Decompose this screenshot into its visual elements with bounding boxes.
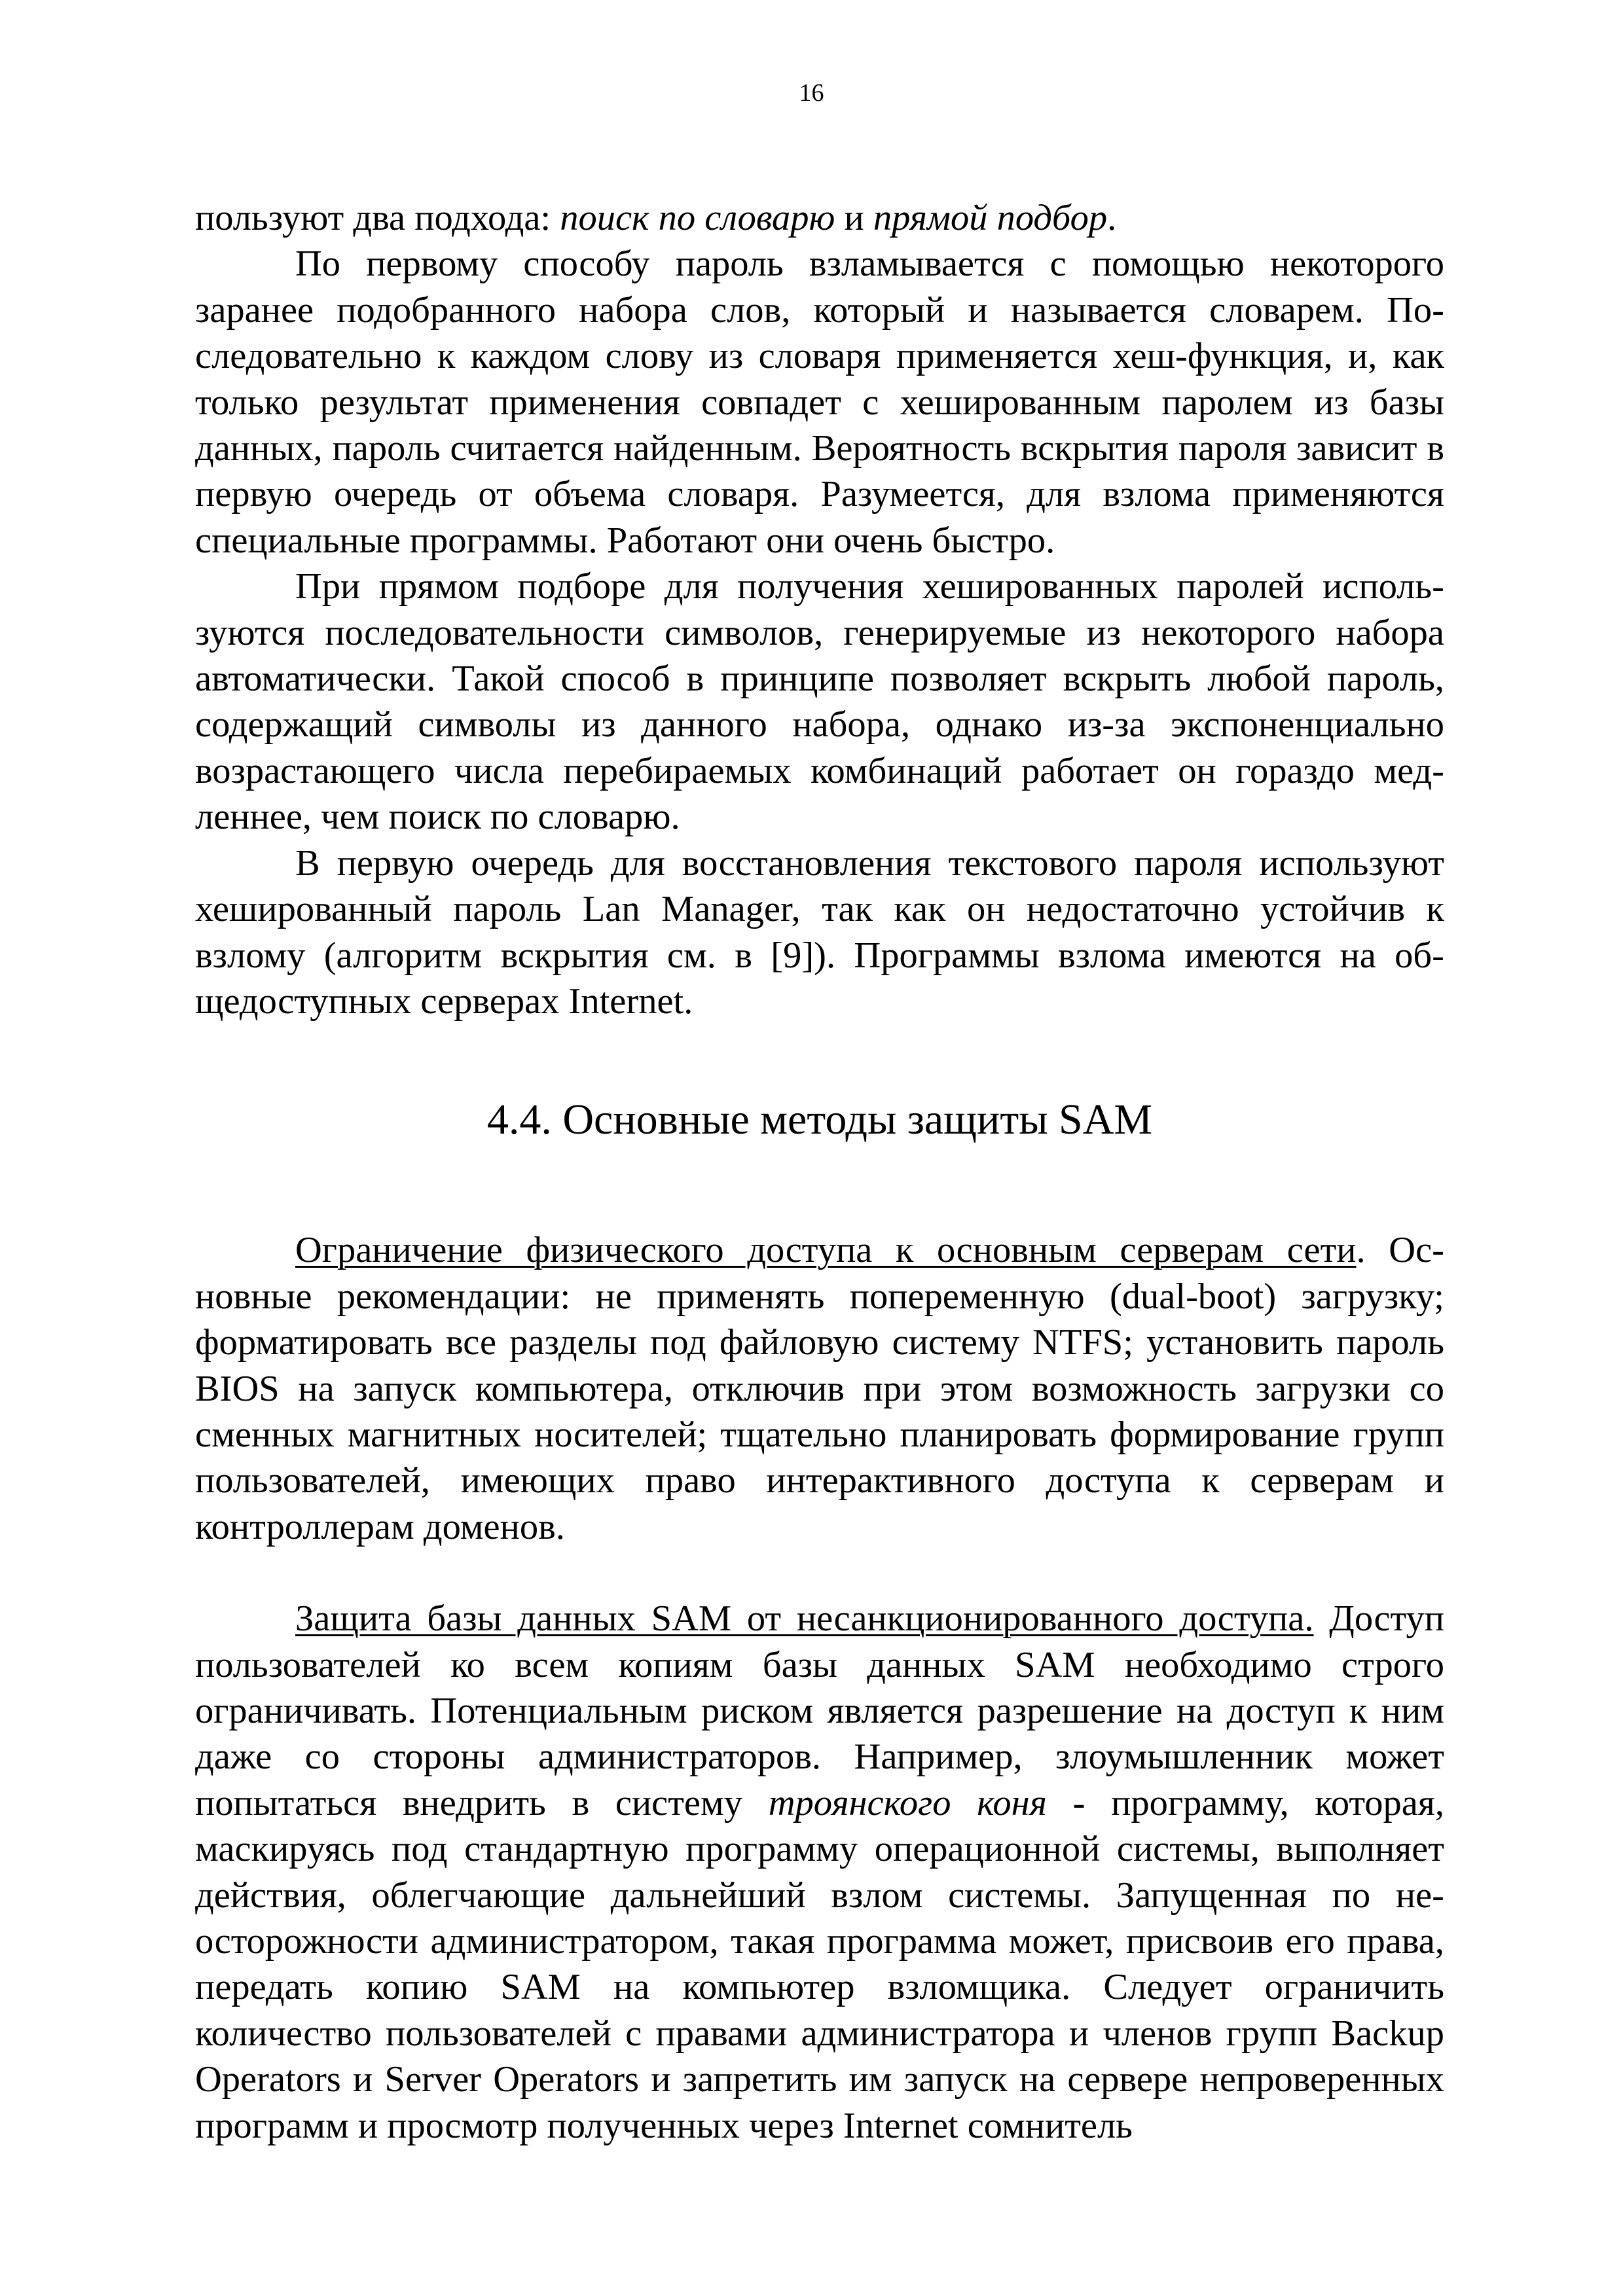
paragraph-sam-protection [195, 1596, 1444, 2149]
italic-term-trojan: троянского коня [768, 1782, 1047, 1823]
text-span: . Основные рекомендации: не применять попеременную (dual-boot) загрузку; форматировать все разделы под файловую систему NTFS; установить пароль BIOS на запуск компьютера, отключив при этом возможность загрузки со сменных магнитных носителей; тщательно планировать формирование групп пользователей, имеющих право интерактивного доступа к серверам и контроллерам доменов. [195, 1230, 1444, 1547]
page-number: 16 [799, 79, 824, 107]
paragraph-brute-force-method: При прямом подборе для получения хешированных паролей используются последовательности символов, генерируемые из некоторого набора автоматически. Такой способ в принципе позволяет вскрыть любой пароль, содержащий символы из данного набора, однако из-за экспоненциально возрастающего числа перебираемых комбинаций работает он гораздо медленнее, чем поиск по словарю. [195, 566, 1444, 838]
text-span: . [1107, 198, 1117, 238]
italic-term-dictionary-search: поиск по словарю [560, 198, 835, 238]
underlined-topic: Защита базы данных SAM от несанкционированного доступа. [295, 1598, 1314, 1640]
body-text [195, 195, 1444, 2149]
text-span: пользуют два подхода: [195, 198, 560, 238]
paragraph-continuation [195, 195, 1444, 241]
text-span: и [835, 198, 873, 238]
underlined-topic: Ограничение физического доступа к основным серверам сети [295, 1230, 1357, 1271]
text-span: - программу, которая, маскируясь под стандартную программу операционной системы, выполняет действия, облегчающие дальнейший взлом системы. Запущенная по неосторожности администратором, такая программа может, присвоив его права, передать копию SAM на компьютер взломщика. Следует ограничить количество пользователей с правами администратора и членов групп Backup Operators и Server Operators и запретить им запуск на сервере непроверенных программ и просмотр полученных через Internet сомнитель [195, 1782, 1444, 2146]
paragraph-lan-manager: В первую очередь для восстановления текстового пароля используют хешированный пароль Lan Manager, так как он недостаточно устойчив к взлому (алгоритм вскрытия см. в [9]). Программы взлома имеются на общедоступных серверах Internet. [195, 842, 1444, 1022]
text-span: Доступ пользователей ко всем копиям базы данных SAM необходимо строго ограничивать. Потенциальным риском является разрешение на доступ к ним даже со стороны администраторов. Например, злоумышленник может попытаться внедрить в систему [195, 1598, 1444, 1823]
italic-term-brute-force: прямой подбор [873, 198, 1108, 238]
section-heading: 4.4. Основные методы защиты SAM [486, 1096, 1153, 1144]
paragraph-dictionary-method: По первому способу пароль взламывается с помощью некоторого заранее подобранного набора слов, который и называется словарем. Последовательно к каждом слову из словаря применяется хеш-функция, и, как только результат применения совпадет с хешированным паролем из базы данных, пароль считается найденным. Вероятность вскрытия пароля зависит в первую очередь от объема словаря. Разумеется, для взлома применяются специальные программы. Работают они очень быстро. [195, 243, 1444, 561]
paragraph-physical-access [195, 1227, 1444, 1550]
